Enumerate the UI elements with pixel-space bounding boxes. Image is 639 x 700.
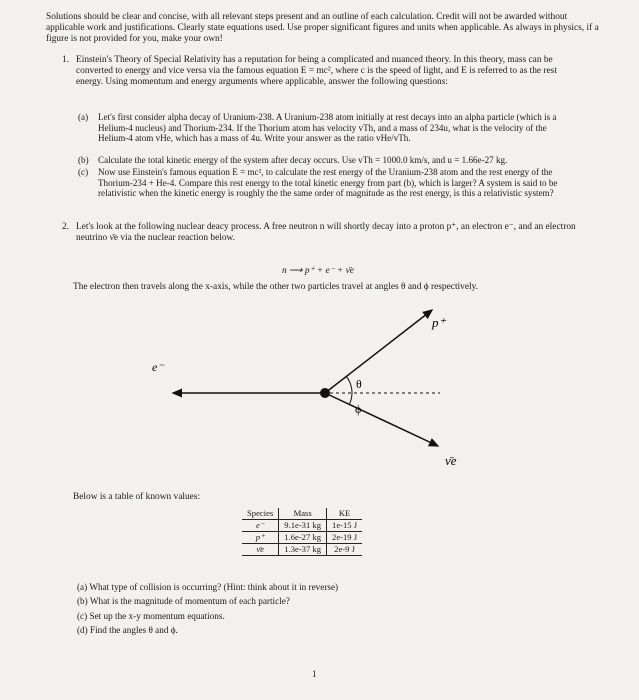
table-row xyxy=(242,520,362,532)
table-cell: ν̄e xyxy=(242,544,279,556)
table-cell: 9.1e-31 kg xyxy=(279,520,327,532)
table-header-mass: Mass xyxy=(279,508,327,520)
neutrino-label: ν̄e xyxy=(445,453,457,468)
table-cell: 1e-15 J xyxy=(327,520,363,532)
decay-reaction: n ⟶ p⁺ + e⁻ + ν̄e xyxy=(282,266,354,276)
table-cell: 1.6e-27 kg xyxy=(279,532,327,544)
table-header-row xyxy=(242,508,362,520)
neutron-origin-dot xyxy=(320,388,330,398)
page-number: 1 xyxy=(312,669,317,679)
question-1c-text: Now use Einstein's famous equation E = mc², to calculate the rest energy of the Uranium-238 atom and the rest energy of the Thorium-234 + He-4. Compare this rest energy to the total kinetic energy from part (b), which is larger? A system is said to be relativistic when the kinetic energy is roughly the the same order of magnitude as the rest energy, is this a relativistic system? xyxy=(98,167,558,199)
table-cell: e⁻ xyxy=(242,520,279,532)
theta-arc xyxy=(346,376,352,393)
question-2-parts xyxy=(77,580,338,638)
question-2d: (d) Find the angles θ and ϕ. xyxy=(77,625,178,636)
theta-label: θ xyxy=(356,377,362,391)
table-row xyxy=(242,532,362,544)
table-row xyxy=(242,544,362,556)
table-header-species: Species xyxy=(242,508,279,520)
question-1c-label: (c) xyxy=(78,167,89,177)
neutrino-arrow xyxy=(325,393,438,446)
question-2-text: Let's look at the following nuclear deacy process. A free neutron n will shortly decay into a proton p⁺, an electron e⁻, and an electron neutrino ν̄e via the nuclear reaction below. xyxy=(76,222,576,244)
travel-description: The electron then travels along the x-axis, while the other two particles travel at angles θ and ϕ respectively. xyxy=(73,282,479,292)
question-1c xyxy=(78,167,570,199)
phi-label: ϕ xyxy=(355,402,362,416)
question-1a-text: Let's first consider alpha decay of Uranium-238. A Uranium-238 atom initially at rest decays into an alpha particle (which is a Helium-4 nucleus) and Thorium-234. If the Thorium atom has velocity vTh, and a mass of 234u, what is the velocity of the Helium-4 atom vHe, which has a mass of 4u. Write your answer as the ratio vHe/vTh. xyxy=(98,112,557,144)
table-cell: 2e-19 J xyxy=(327,532,363,544)
table-intro: Below is a table of known values: xyxy=(73,492,201,502)
proton-label: p⁺ xyxy=(432,315,446,330)
question-1-number: 1. xyxy=(62,55,70,65)
phi-arc xyxy=(349,393,352,405)
question-1b xyxy=(78,155,570,166)
proton-arrow xyxy=(325,310,432,393)
electron-label: e⁻ xyxy=(152,360,164,374)
question-1-text: Einstein's Theory of Special Relativity has a reputation for being a complicated and nuanced theory. In this theory, mass can be converted to energy and vice versa via the famous equation E = mc², where c is the speed of light, and E is referred to as the rest energy. Using momentum and energy arguments where applicable, answer the following questions: xyxy=(76,55,557,88)
question-2-number: 2. xyxy=(62,222,70,232)
question-1a xyxy=(78,112,570,144)
question-1b-text: Calculate the total kinetic energy of the system after decay occurs. Use vTh = 1000.0 km/s, and u = 1.66e-27 kg. xyxy=(98,155,508,165)
instructions-paragraph: Solutions should be clear and concise, with all relevant steps present and an outline of each calculation. Credit will not be awarded without applicable work and justifications. Clearly state equations used. Use proper significant figures and units when applicable. As always in physics, if a figure is not provided for you, make your own! xyxy=(46,12,599,45)
decay-diagram xyxy=(140,305,480,475)
question-1a-label: (a) xyxy=(78,112,89,122)
question-2c: (c) Set up the x-y momentum equations. xyxy=(77,610,225,621)
question-1b-label: (b) xyxy=(78,155,89,165)
known-values-table xyxy=(242,508,362,556)
table-cell: 2e-9 J xyxy=(327,544,363,556)
table-cell: p⁺ xyxy=(242,532,279,544)
table-header-ke: KE xyxy=(327,508,363,520)
question-2a: (a) What type of collision is occurring? (Hint: think about it in reverse) xyxy=(77,582,339,592)
table-cell: 1.3e-37 kg xyxy=(279,544,327,556)
question-2b: (b) What is the magnitude of momentum of each particle? xyxy=(77,596,290,607)
